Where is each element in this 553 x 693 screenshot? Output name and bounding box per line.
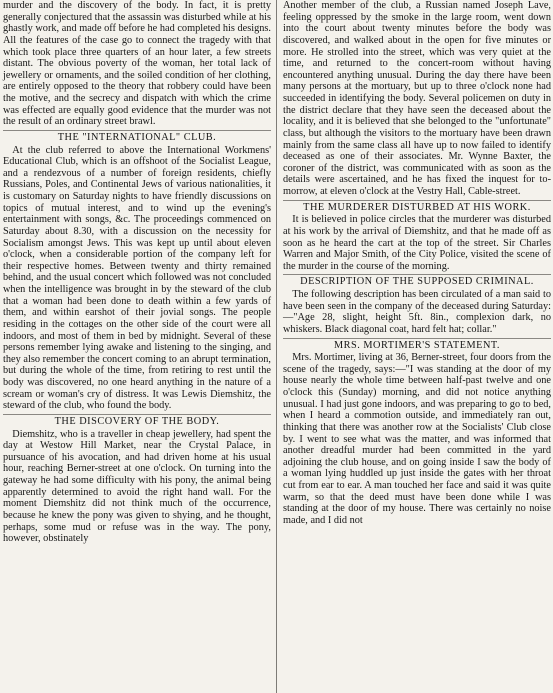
paragraph-disturbed: It is believed in police circles that the murderer was disturbed at his work by the arrival of Diemshitz, and that he made off as soon as he heard the cart at the top of the street. Sir Charles Warren and Major Smith, of the City Police, visited the scene of the murder in the course of the morning.	[283, 214, 551, 272]
heading-description-criminal: DESCRIPTION OF THE SUPPOSED CRIMINAL.	[283, 274, 551, 288]
right-column	[283, 0, 551, 527]
heading-murderer-disturbed: THE MURDERER DISTURBED AT HIS WORK.	[283, 200, 551, 214]
paragraph-murder-conjecture: murder and the discovery of the body. In fact, it is pretty generally conjectured that the assassin was disturbed while at his ghastly work, and made off before he had completed his designs. All the features of the case go to connect the tragedy with that which took place three quarters of an hour later, a few streets distant. The obvious poverty of the woman, her total lack of jewellery or ornaments, and the soiled condition of her clothing, are entirely opposed to the theory that robbery could have been the motive, and the secrecy and dispatch with which the crime was effected are equally good evidence that the murder was not the result of an ordinary street brawl.	[3, 0, 271, 128]
heading-mortimer-statement: MRS. MORTIMER'S STATEMENT.	[283, 338, 551, 352]
paragraph-club: At the club referred to above the International Workmens' Educational Club, which is an offshoot of the Socialist League, and a rendezvous of a number of foreign residents, chiefly Russians, Poles, and Continental Jews of various nationalities, it is customary on Saturday nights to have friendly discussions on topics of mutual interest, and to wind up the evening's entertainment with songs, &c. The proceedings commenced on Saturday about 8.30, with a discussion on the necessity for Socialism amongst Jews. This was kept up until about eleven o'clock, when a considerable portion of the company left for their respective homes. Between twenty and thirty remained behind, and the usual concert which followed was not concluded when the intelligence was brought in by the steward of the club that a woman had been done to death within a few yards of them, and within earshot of their jovial songs. The people residing in the cottages on the other side of the court were all indoors, and most of them in bed by midnight. Several of these persons remember lying awake and listening to the singing, and they also remember the concert coming to an abrupt termination, but during the whole of the time, from retiring to rest until the body was discovered, no one heard anything in the nature of a scream or woman's cry of distress. It was Lewis Diemshitz, the steward of the club, who found the body.	[3, 144, 271, 412]
heading-discovery-of-body: THE DISCOVERY OF THE BODY.	[3, 414, 271, 428]
paragraph-discovery: Diemshitz, who is a traveller in cheap jewellery, had spent the day at Westow Hill Market, near the Crystal Palace, in pursuance of his avocation, and had driven home at his usual hour, reaching Berner-street at one o'clock. On turning into the gateway he had some difficulty with his pony, the animal being apparently determined to avoid the right hand wall. For the moment Diemshitz did not think much of the occurrence, because he knew the pony was given to shying, and he thought, perhaps, some mud or refuse was in the way. The pony, however, obstinately	[3, 428, 271, 545]
heading-international-club: THE "INTERNATIONAL" CLUB.	[3, 130, 271, 144]
left-column	[3, 0, 271, 545]
column-rule	[276, 0, 277, 693]
paragraph-lave: Another member of the club, a Russian named Joseph Lave, feeling oppressed by the smoke in the large room, went down into the court about twenty minutes before the body was discovered, and walked about in the open for five minutes or more. He strolled into the street, which was very quiet at the time, and returned to the concert-room without having encountered anything unusual. During the day there have been many persons at the mortuary, but up to three o'clock none had succeeded in identifying the body. Several policemen on duty in the district declare that they have seen the deceased about the locality, and it is believed that she belonged to the "unfortunate" class, but although the visitors to the mortuary have been drawn mainly from the same class all have up to now failed to identify deceased as one of their associates. Mr. Wynne Baxter, the coroner of the district, was communicated with as soon as the details were ascertained, and he has fixed the inquest for to-morrow, at eleven o'clock at the Vestry Hall, Cable-street.	[283, 0, 551, 197]
paragraph-mortimer: Mrs. Mortimer, living at 36, Berner-street, four doors from the scene of the tragedy, says:—"I was standing at the door of my house nearly the whole time between half-past twelve and one o'clock this (Sunday) morning, and did not notice anything unusual. I had just gone indoors, and was preparing to go to bed, when I heard a commotion outside, and immediately ran out, thinking that there was another row at the Socialists' Club close by. I went to see what was the matter, and was informed that another dreadful murder had been committed in the yard adjoining the club house, and on going inside I saw the body of a woman lying huddled up just inside the gates with her throat cut from ear to ear. A man touched her face and said it was quite warm, so that the deed must have been done while I was standing at the door of my house. There was certainly no noise made, and I did not	[283, 352, 551, 526]
paragraph-description: The following description has been circulated of a man said to have been seen in the company of the deceased during Saturday:—"Age 28, slight, height 5ft. 8in., complexion dark, no whiskers. Black diagonal coat, hard felt hat; collar."	[283, 289, 551, 335]
